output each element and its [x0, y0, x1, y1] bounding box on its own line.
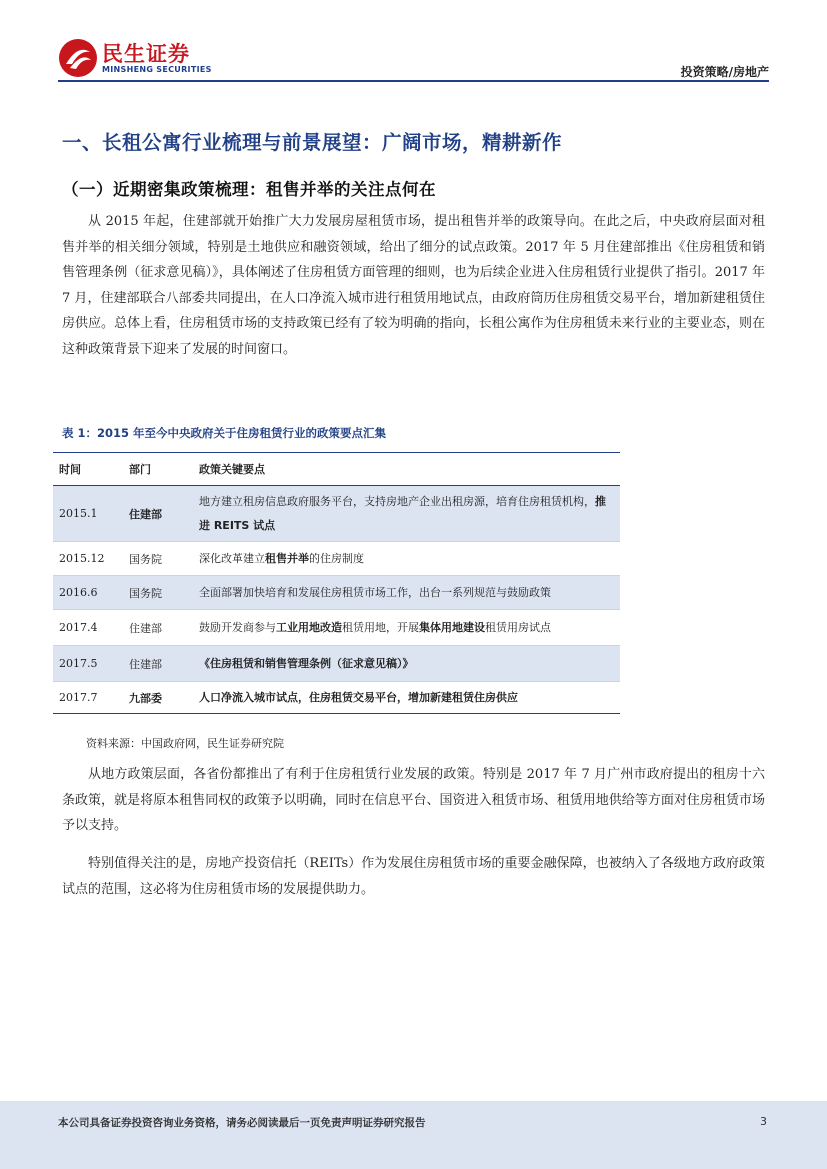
logo-chinese-name: 民生证券	[102, 42, 190, 66]
row-points	[193, 542, 620, 576]
table-row	[53, 646, 620, 682]
table-row	[53, 610, 620, 646]
row-dept: 国务院	[123, 576, 193, 610]
header-dept: 部门	[123, 453, 193, 486]
text-segment: 鼓励开发商参与	[199, 620, 276, 634]
row-dept: 住建部	[123, 610, 193, 646]
row-points	[193, 646, 620, 682]
row-date: 2016.6	[53, 576, 123, 610]
report-category: 投资策略/房地产	[680, 65, 769, 79]
subsection-title: （一）近期密集政策梳理：租售并举的关注点何在	[62, 180, 436, 199]
row-date: 2017.5	[53, 646, 123, 682]
table-row	[53, 486, 620, 542]
paragraph-local-policy: 从地方政策层面，各省份都推出了有利于住房租赁行业发展的政策。特别是 2017 年 7 月广州市政府提出的租房十六条政策，就是将原本租售同权的政策予以明确，同时在信息平台、国资进入租赁市场、租赁用地供给等方面对住房租赁市场予以支持。	[62, 767, 765, 833]
header-date: 时间	[53, 453, 123, 486]
row-points	[193, 610, 620, 646]
table-caption: 表 1：2015 年至今中央政府关于住房租赁行业的政策要点汇集	[62, 426, 387, 440]
text-segment: 租赁用地，开展	[342, 620, 419, 634]
row-date: 2017.7	[53, 682, 123, 714]
table-header-row	[53, 453, 620, 486]
logo-english-name: MINSHENG SECURITIES	[102, 65, 212, 74]
table-row	[53, 682, 620, 714]
row-date: 2017.4	[53, 610, 123, 646]
bold-text-segment: 人口净流入城市试点，住房租赁交易平台，增加新建租赁住房供应	[199, 690, 518, 704]
bold-text-segment: 租售并举	[265, 551, 309, 565]
row-points	[193, 682, 620, 714]
policy-table	[53, 452, 620, 714]
paragraph-intro: 从 2015 年起，住建部就开始推广大力发展房屋租赁市场，提出租售并举的政策导向。在此之后，中央政府层面对租售并举的相关细分领域，特别是土地供应和融资领域，给出了细分的试点政策。2017 年 5 月住建部推出《住房租赁和销售管理条例（征求意见稿）》，具体阐述了住房租赁方面管理的细则，也为后续企业进入住房租赁行业提供了指引。2017 年 7 月，住建部联合八部委共同提出，在人口净流入城市进行租赁用地试点，由政府筒历住房租赁交易平台，增加新建租赁住房供应。总体上看，住房租赁市场的支持政策已经有了较为明确的指向，长租公寓作为住房租赁未来行业的主要业态，则在这种政策背景下迎来了发展的时间窗口。	[62, 214, 765, 357]
table-row	[53, 542, 620, 576]
row-dept: 住建部	[123, 486, 193, 542]
bold-text-segment: 工业用地改造	[276, 620, 342, 634]
text-segment: 租赁用房试点	[485, 620, 551, 634]
minsheng-logo-icon	[58, 38, 98, 78]
bold-text-segment: 推进 REITS 试点	[199, 494, 606, 532]
text-segment: 的住房制度	[309, 551, 364, 565]
page-number: 3	[760, 1115, 767, 1128]
text-segment: 全面部署加快培育和发展住房租赁市场工作，出台一系列规范与鼓励政策	[199, 585, 551, 599]
bold-text-segment: 《住房租赁和销售管理条例（征求意见稿）》	[199, 656, 414, 670]
table-source: 资料来源：中国政府网，民生证券研究院	[86, 737, 284, 750]
row-date: 2015.1	[53, 486, 123, 542]
row-dept: 九部委	[123, 682, 193, 714]
section-title: 一、长租公寓行业梳理与前景展望：广阔市场，精耕新作	[62, 131, 563, 154]
header-points: 政策关键要点	[193, 453, 620, 486]
row-dept: 国务院	[123, 542, 193, 576]
text-segment: 地方建立租房信息政府服务平台，支持房地产企业出租房源，培育住房租赁机构，	[199, 494, 595, 508]
footer-disclaimer: 本公司具备证券投资咨询业务资格，请务必阅读最后一页免责声明证券研究报告	[58, 1117, 426, 1129]
bold-text-segment: 集体用地建设	[419, 620, 485, 634]
row-points	[193, 576, 620, 610]
table-row	[53, 576, 620, 610]
header-divider	[58, 80, 769, 82]
text-segment: 深化改革建立	[199, 551, 265, 565]
paragraph-reits: 特别值得关注的是，房地产投资信托（REITs）作为发展住房租赁市场的重要金融保障，也被纳入了各级地方政府政策试点的范围，这必将为住房租赁市场的发展提供助力。	[62, 856, 765, 897]
company-logo	[58, 34, 212, 80]
row-dept: 住建部	[123, 646, 193, 682]
row-date: 2015.12	[53, 542, 123, 576]
page-footer	[0, 1101, 827, 1169]
row-points	[193, 486, 620, 542]
